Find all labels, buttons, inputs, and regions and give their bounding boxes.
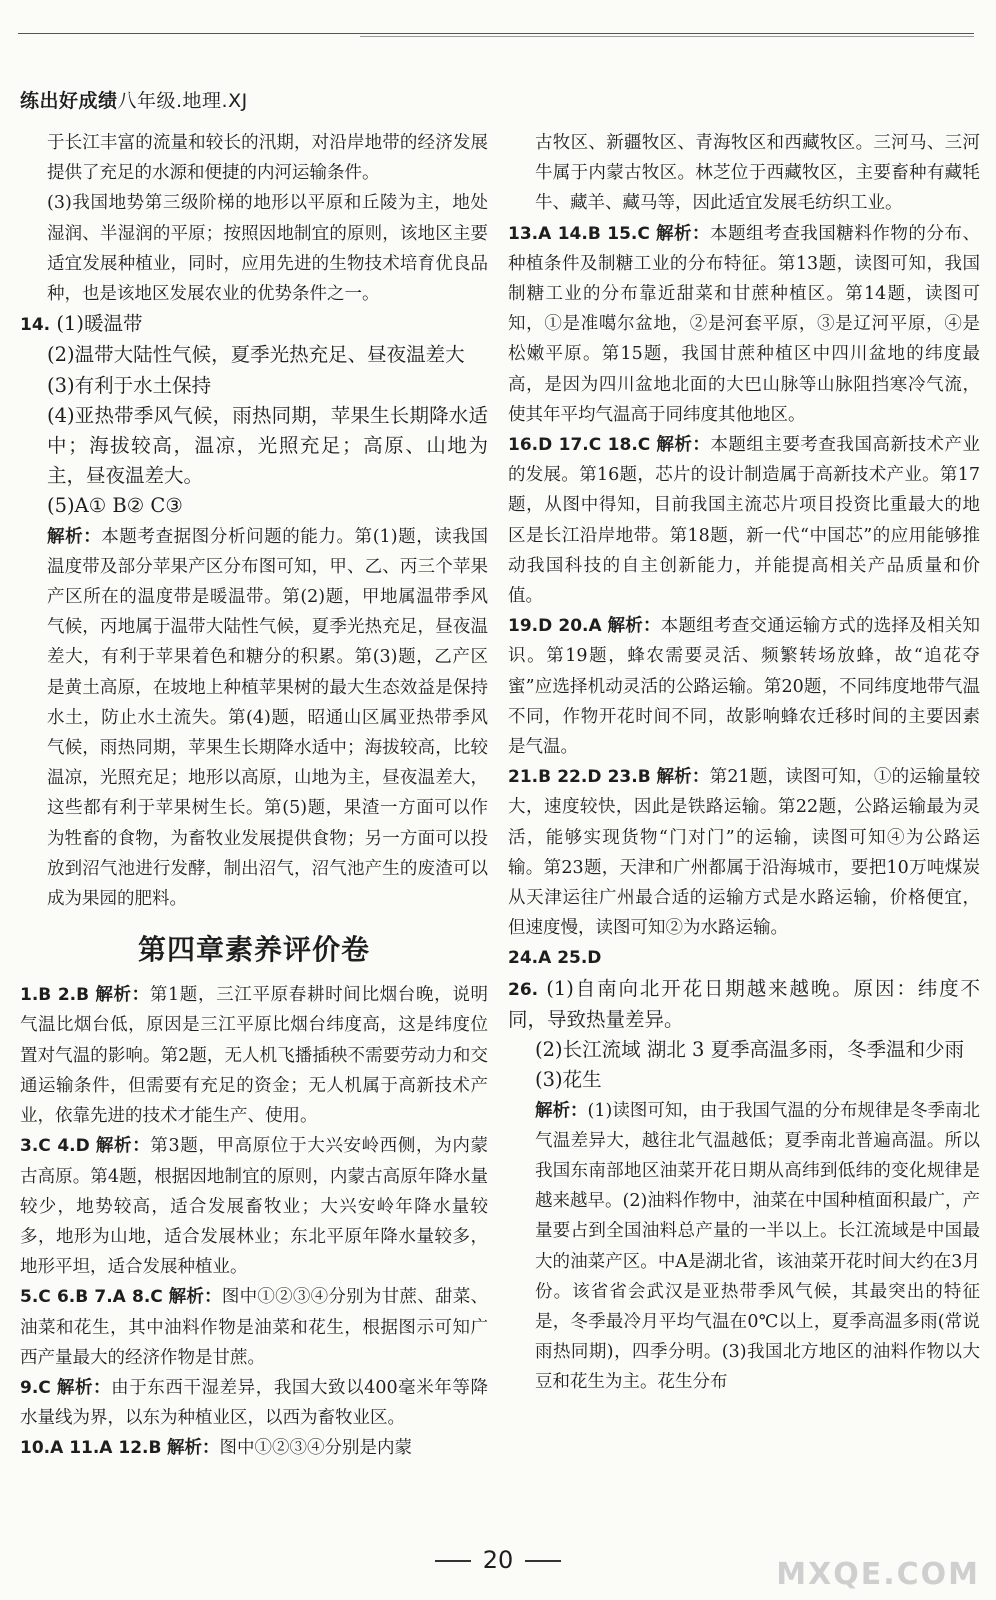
explanation-text: 本题考查据图分析问题的能力。第(1)题，读我国温度带及部分苹果产区分布图可知，甲、乙、丙三个苹果产区所在的温度带是暖温带。第(2)题，甲地属温带季风气候，丙地属于温带大陆性气候，夏季光热充足，昼夜温差大，有利于苹果着色和糖分的积累。第(3)题，乙产区是黄土高原，在坡地上种植苹果树的最大生态效益是保持水土，防止水土流失。第(4)题，昭通山区属亚热带季风气候，雨热同期，苹果生长期降水适中；海拔较高，比较温凉，光照充足；地形以高原，山地为主，昼夜温差大，这些都有利于苹果树生长。第(5)题，果渣一方面可以作为牲畜的食物，为畜牧业发展提供食物；另一方面可以投放到沼气池进行发酵，制出沼气，沼气池产生的废渣可以成为果园的肥料。 [47,526,488,910]
analysis-label: 解析： [56,1377,112,1398]
paragraph: 古牧区、新疆牧区、青海牧区和西藏牧区。三河马、三河牛属于内蒙古牧区。林芝位于西藏牧区，主要畜种有藏牦牛、藏羊、藏马等，因此适宜发展毛纺织工业。 [535,133,980,214]
answer-numbers: 24.A 25.D [508,948,602,969]
top-rule [18,33,974,34]
section-title: 第四章素养评价卷 [137,933,370,967]
analysis-label: 解析： [95,985,150,1006]
answer-text: (2)温带大陆性气候，夏季光热充足、昼夜温差大 [47,343,465,367]
right-column [508,128,980,1398]
answer-14 [20,309,488,340]
analysis-label: 解析： [655,223,711,244]
answer-26 [508,974,980,1035]
answer-numbers: 16.D 17.C 18.C [508,435,651,456]
explanation-text: (1)读图可知，由于我国气温的分布规律是冬季南北气温差异大，越往北气温越低；夏季南北普遍高温。所以我国东南部地区油菜开花日期从高纬到低纬的变化规律是越来越早。(2)油料作物中，油菜在中国种植面积最广，产量要占到全国油料总产量的一半以上。长江流域是中国最大的油菜产区。中A是湖北省，该油菜开花时间大约在3月份。该省省会武汉是亚热带季风气候，其最突出的特征是，冬季最冷月平均气温在0℃以上，夏季高温多雨(常说雨热同期)，四季分明。(3)我国北方地区的油料作物以大豆和花生为主。花生分布 [535,1100,980,1393]
explanation-text: 本题组考查我国糖料作物的分布、种植条件及制糖工业的分布特征。第13题，读图可知，我国制糖工业的分布靠近甜菜和甘蔗种植区。第14题，读图可知，①是准噶尔盆地，②是河套平原，③是辽河平原，④是松嫩平原。第15题，我国甘蔗种植区中四川盆地的纬度最高，是因为四川盆地北面的大巴山脉等山脉阻挡寒冷气流，使其年平均气温高于同纬度其他地区。 [508,223,981,425]
page-number: 20 [482,1546,514,1574]
answer-text: (3)有利于水土保持 [47,373,212,397]
answer-group [20,1131,488,1282]
analysis-label: 解析： [656,767,710,788]
answer-numbers: 5.C 6.B 7.A 8.C [20,1287,163,1308]
explanation-text: 第3题，甲高原位于大兴安岭西侧，为内蒙古高原。第4题，根据因地制宜的原则，内蒙古高原年降水量较少，地势较高，适合发展畜牧业；大兴安岭年降水量较多，地形为山地，适合发展林业；东北平原年降水量较多，地形平坦，适合发展种植业。 [20,1136,488,1278]
book-subtitle: 八年级.地理.XJ [117,90,248,112]
answer-group [20,1433,488,1463]
running-header [20,86,248,113]
answer-group [20,980,488,1131]
answer-group [508,943,980,973]
answer-text: (5)A① B② C③ [47,494,183,518]
explanation-text: 图中①②③④分别为甘蔗、甜菜、油菜和花生，其中油料作物是油菜和花生，根据图示可知广西产量最大的经济作物是甘蔗。 [20,1287,488,1368]
answer-text: (1)暖温带 [56,312,143,336]
answer-numbers: 13.A 14.B 15.C [508,223,650,244]
analysis-label: 解析： [168,1287,222,1308]
analysis-label: 解析： [535,1100,588,1121]
question-number: 26. [508,979,539,1000]
answer-text: (3)花生 [535,1068,602,1092]
footer-dash [525,1560,561,1562]
watermark: MXQE.COM [776,1557,980,1592]
answer-group [508,219,980,430]
explanation-text: 由于东西干湿差异，我国大致以400毫米年等降水量线为界，以东为种植业区，以西为畜牧业区。 [20,1377,488,1429]
explanation-text: 本题组主要考查我国高新技术产业的发展。第16题，芯片的设计制造属于高新技术产业。第17题，从图中得知，目前我国主流芯片项目投资比重最大的地区是长江沿岸地带。第18题，新一代“中国芯”的应用能够推动我国科技的自主创新能力，并能提高相关产品质量和价值。 [508,435,980,607]
answer-group [508,430,980,611]
answer-text: (4)亚热带季风气候，雨热同期，苹果生长期降水适中；海拔较高，温凉，光照充足；高原、山地为主，昼夜温差大。 [47,403,488,488]
answer-group [508,762,980,943]
answer-group [508,611,980,762]
answer-numbers: 10.A 11.A 12.B [20,1438,162,1459]
explanation-text: 第21题，读图可知，①的运输量较大，速度较快，因此是铁路运输。第22题，公路运输最为灵活，能够实现货物“门对门”的运输，读图可知④为公路运输。第23题，天津和广州都属于沿海城市，要把10万吨煤炭从天津运往广州最合适的运输方式是水路运输，价格便宜，但速度慢，读图可知②为水路运输。 [508,767,980,939]
analysis-label: 解析： [607,616,661,637]
answer-group [20,1282,488,1373]
paragraph: 于长江丰富的流量和较长的汛期，对沿岸地带的经济发展提供了充足的水源和便捷的内河运输条件。 [47,133,488,184]
explanation [508,1096,980,1398]
answer-numbers: 9.C [20,1377,51,1398]
answer-text: (2)长江流域 湖北 3 夏季高温多雨，冬季温和少雨 [535,1038,965,1062]
analysis-label: 解析： [47,526,102,547]
explanation-text: 本题组考查交通运输方式的选择及相关知识。第19题，蜂农需要灵活、频繁转场放蜂，故“追花夺蜜”应选择机动灵活的公路运输。第20题，不同纬度地带气温不同，作物开花时间不同，故影响蜂农迁移时间的主要因素是气温。 [508,616,980,758]
answer-group [20,1373,488,1433]
explanation-text: 图中①②③④分别是内蒙 [219,1438,413,1459]
left-column [20,128,488,1464]
answer-numbers: 3.C 4.D [20,1136,90,1157]
answer-numbers: 1.B 2.B [20,985,90,1006]
question-number: 14. [20,315,51,336]
footer-dash [435,1560,471,1562]
analysis-label: 解析： [167,1438,220,1459]
answer-numbers: 19.D 20.A [508,616,602,637]
explanation [20,522,488,915]
answer-text: (1)自南向北开花日期越来越晚。原因：纬度不同，导致热量差异。 [508,976,980,1031]
top-rule-secondary [360,36,974,37]
analysis-label: 解析： [95,1136,151,1157]
paragraph: (3)我国地势第三级阶梯的地形以平原和丘陵为主，地处湿润、半湿润的平原；按照因地制宜的原则，该地区主要适宜发展种植业，同时，应用先进的生物技术培育优良品种，也是该地区发展农业的优势条件之一。 [47,193,488,305]
answer-numbers: 21.B 22.D 23.B [508,767,651,788]
analysis-label: 解析： [656,435,711,456]
explanation-text: 第1题，三江平原春耕时间比烟台晚，说明气温比烟台低，原因是三江平原比烟台纬度高，这是纬度位置对气温的影响。第2题，无人机飞播插秧不需要劳动力和交通运输条件，但需要有充足的资金；无人机属于高新技术产业，依靠先进的技术才能生产、使用。 [20,985,488,1127]
book-title: 练出好成绩 [20,90,118,112]
